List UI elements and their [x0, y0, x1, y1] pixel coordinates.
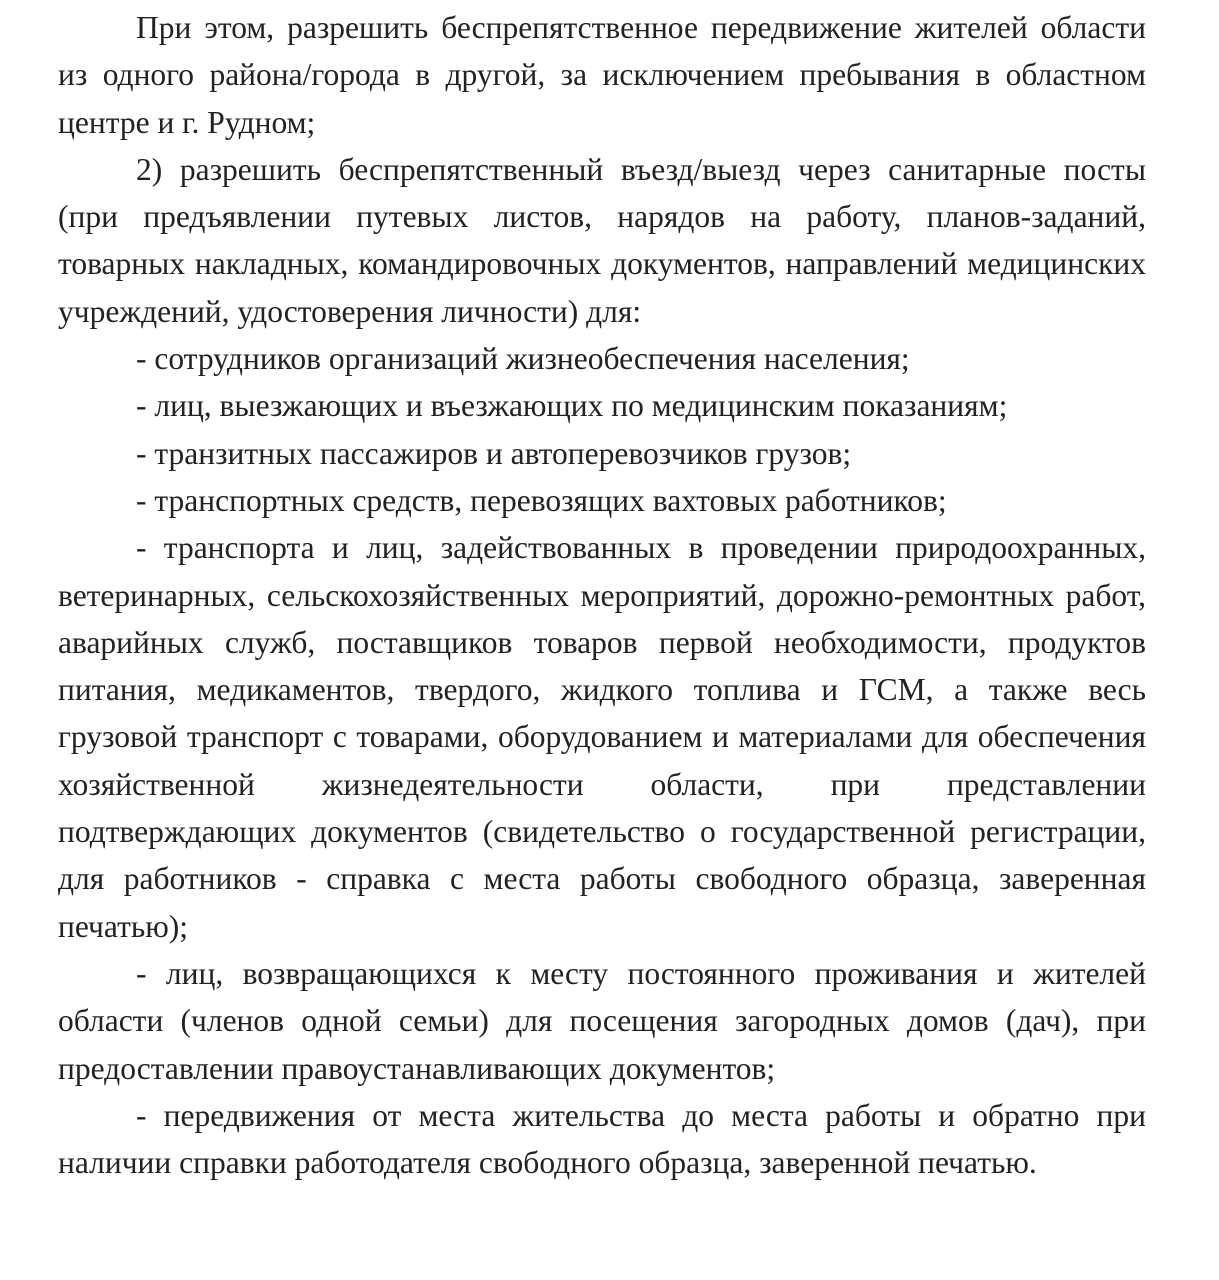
paragraph-checkpoint-entry: 2) разрешить беспрепятственный въезд/выезд через санитарные посты (при предъявлении путевых листов, нарядов на работу, планов-заданий, товарных накладных, командировочных документов, направлений медицинских учреждений, удостоверения личности) для: — [58, 151, 1146, 329]
list-item-life-support-staff: - сотрудников организаций жизнеобеспечения населения; — [136, 341, 910, 377]
list-item-commute-to-work: - передвижения от места жительства до места работы и обратно при наличии справки работодателя свободного образца, заверенной печатью. — [58, 1097, 1146, 1181]
list-item-returning-residents: - лиц, возвращающихся к месту постоянного проживания и жителей области (членов одной семьи) для посещения загородных домов (дач), при предоставлении правоустанавливающих документов; — [58, 955, 1146, 1086]
paragraph-movement-permission: При этом, разрешить беспрепятственное передвижение жителей области из одного района/города в другой, за исключением пребывания в областном центре и г. Рудном; — [58, 10, 1146, 140]
list-item-shift-worker-transport: - транспортных средств, перевозящих вахтовых работников; — [136, 482, 947, 518]
list-item-medical-travel: - лиц, выезжающих и въезжающих по медицинским показаниям; — [136, 388, 1008, 424]
document-page — [58, 4, 1146, 1186]
list-item-transit-passengers: - транзитных пассажиров и автоперевозчиков грузов; — [136, 435, 852, 471]
list-item-essential-services-transport: - транспорта и лиц, задействованных в проведении природоохранных, ветеринарных, сельскохозяйственных мероприятий, дорожно-ремонтных работ, аварийных служб, поставщиков товаров первой необходимости, продуктов питания, медикаментов, твердого, жидкого топлива и ГСМ, а также весь грузовой транспорт с товарами, оборудованием и материалами для обеспечения хозяйственной жизнедеятельности области, при представлении подтверждающих документов (свидетельство о государственной регистрации, для работников - справка с места работы свободного образца, заверенная печатью); — [58, 530, 1146, 944]
